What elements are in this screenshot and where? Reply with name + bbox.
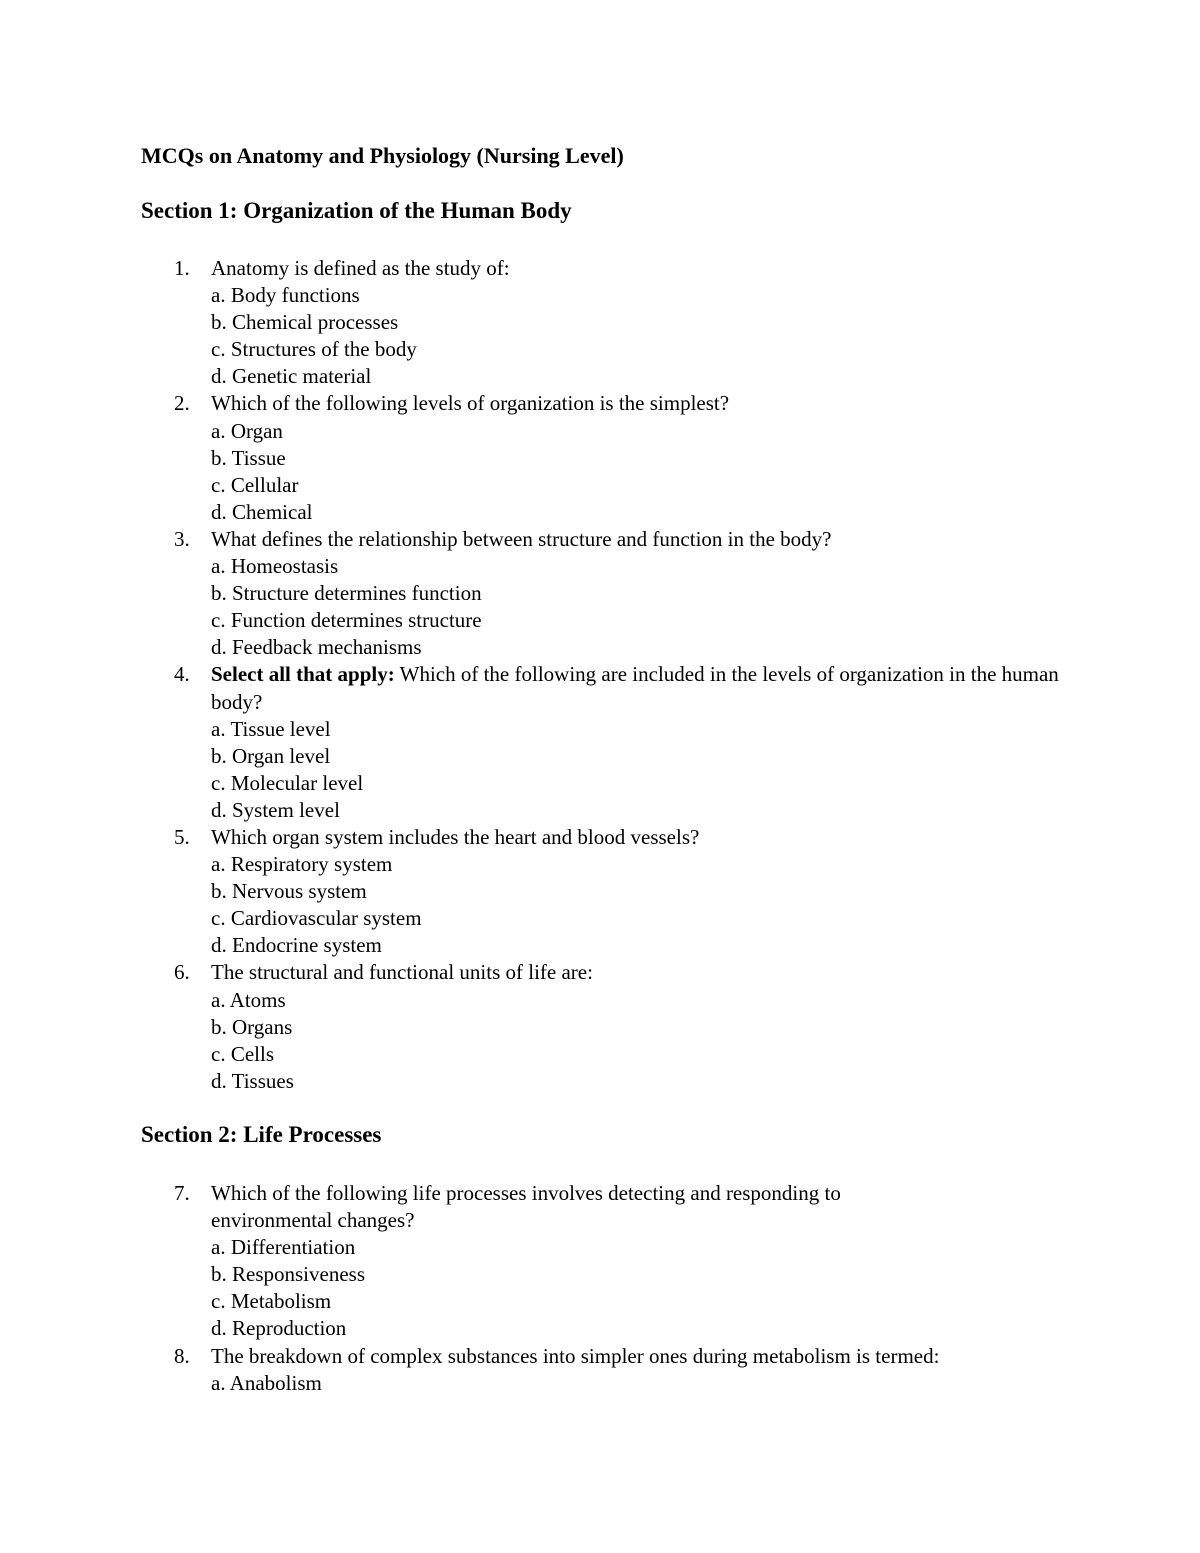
section-1-heading: Section 1: Organization of the Human Body	[141, 198, 572, 223]
option-c: c. Metabolism	[211, 1289, 332, 1314]
option-c: c. Molecular level	[211, 770, 364, 795]
option-c: c. Structures of the body	[211, 337, 417, 362]
option-b: b. Structure determines function	[211, 581, 482, 606]
question-1	[0, 255, 1200, 390]
option-d: d. Feedback mechanisms	[211, 635, 422, 660]
question-number: 6.	[174, 960, 190, 985]
option-d: d. Endocrine system	[211, 933, 382, 958]
option-c: c. Cells	[211, 1041, 274, 1066]
option-c: c. Cellular	[211, 472, 299, 497]
question-number: 8.	[174, 1343, 190, 1368]
question-prefix: Select all that apply:	[211, 662, 395, 687]
option-a: a. Differentiation	[211, 1235, 356, 1260]
question-5	[0, 824, 1200, 959]
section-2-question-list	[0, 1180, 1200, 1397]
question-stem: Which organ system includes the heart and blood vessels?	[211, 824, 700, 849]
section-2-heading: Section 2: Life Processes	[141, 1122, 382, 1147]
question-6	[0, 959, 1200, 1094]
question-8	[0, 1343, 1200, 1397]
question-stem: The structural and functional units of life are:	[211, 960, 593, 985]
question-stem: Which of the following are included in the levels of organization in the human body?	[211, 662, 1059, 714]
option-d: d. System level	[211, 797, 340, 822]
question-text	[211, 390, 1071, 417]
option-b: b. Responsiveness	[211, 1262, 365, 1287]
question-7	[0, 1180, 1200, 1343]
question-number: 1.	[174, 256, 190, 280]
question-number: 2.	[174, 391, 190, 416]
option-a: a. Homeostasis	[211, 554, 339, 579]
question-text	[211, 255, 1071, 282]
option-a: a. Anabolism	[211, 1370, 322, 1395]
option-d: d. Chemical	[211, 499, 313, 524]
question-stem: What defines the relationship between structure and function in the body?	[211, 526, 832, 551]
option-b: b. Tissue	[211, 445, 286, 470]
option-c: c. Function determines structure	[211, 608, 482, 633]
option-a: a. Body functions	[211, 283, 360, 308]
question-2	[0, 390, 1200, 525]
section-1-question-list	[0, 255, 1200, 1095]
option-a: a. Atoms	[211, 987, 286, 1012]
question-text	[211, 959, 1071, 986]
option-b: b. Organs	[211, 1014, 293, 1039]
option-a: a. Tissue level	[211, 716, 331, 741]
question-text	[211, 1180, 931, 1234]
question-text	[211, 824, 1071, 851]
question-4	[0, 661, 1200, 824]
question-text	[211, 1343, 1071, 1370]
option-b: b. Organ level	[211, 743, 331, 768]
question-text	[211, 661, 1071, 715]
question-3	[0, 526, 1200, 661]
question-text	[211, 526, 1071, 553]
question-stem: Which of the following life processes involves detecting and responding to environmental changes?	[211, 1181, 841, 1233]
question-number: 3.	[174, 526, 190, 551]
question-number: 5.	[174, 824, 190, 849]
question-stem: The breakdown of complex substances into simpler ones during metabolism is termed:	[211, 1343, 940, 1368]
question-number: 7.	[174, 1181, 190, 1205]
option-d: d. Reproduction	[211, 1316, 347, 1341]
option-c: c. Cardiovascular system	[211, 906, 422, 931]
question-stem: Anatomy is defined as the study of:	[211, 256, 510, 280]
question-number: 4.	[174, 662, 190, 687]
question-stem: Which of the following levels of organization is the simplest?	[211, 391, 730, 416]
option-b: b. Nervous system	[211, 879, 367, 904]
option-a: a. Respiratory system	[211, 852, 393, 877]
document-title: MCQs on Anatomy and Physiology (Nursing Level)	[141, 143, 624, 168]
option-d: d. Tissues	[211, 1068, 294, 1093]
option-a: a. Organ	[211, 418, 283, 443]
option-b: b. Chemical processes	[211, 310, 399, 335]
option-d: d. Genetic material	[211, 364, 372, 389]
